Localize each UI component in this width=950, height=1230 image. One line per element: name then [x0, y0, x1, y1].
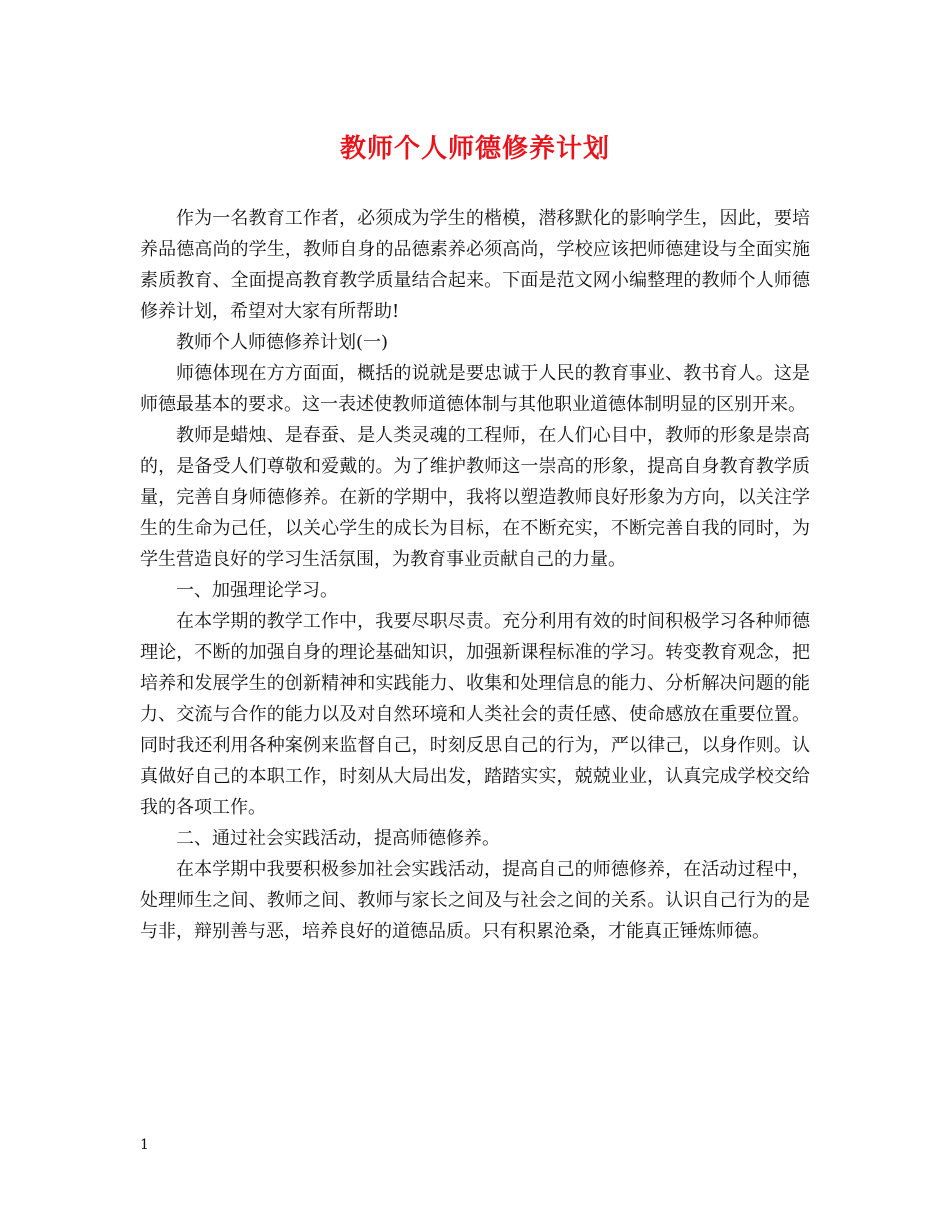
paragraph-teacher-ethics: 师德体现在方方面面，概括的说就是要忠诚于人民的教育事业、教书育人。这是师德最基本的要求。这一表述使教师道德体制与其他职业道德体制明显的区别开来。 [140, 363, 810, 415]
section-heading-social-practice: 二、通过社会实践活动，提高师德修养。 [176, 828, 500, 849]
paragraph-teacher-image: 教师是蜡烛、是春蚕、是人类灵魂的工程师，在人们心目中，教师的形象是崇高的，是备受人们尊敬和爱戴的。为了维护教师这一崇高的形象，提高自身教育教学质量，完善自身师德修养。在新的学期中，我将以塑造教师良好形象为方向，以关注学生的生命为己任，以关心学生的成长为目标，在不断充实，不断完善自我的同时，为学生营造良好的学习生活氛围，为教育事业贡献自己的力量。 [140, 425, 810, 570]
paragraph-theory-study: 在本学期的教学工作中，我要尽职尽责。充分利用有效的时间积极学习各种师德理论，不断的加强自身的理论基础知识，加强新课程标准的学习。转变教育观念，把培养和发展学生的创新精神和实践能力、收集和处理信息的能力、分析解决问题的能力、交流与合作的能力以及对自然环境和人类社会的责任感、使命感放在重要位置。同时我还利用各种案例来监督自己，时刻反思自己的行为，严以律己，以身作则。认真做好自己的本职工作，时刻从大局出发，踏踏实实，兢兢业业，认真完成学校交给我的各项工作。 [140, 611, 810, 818]
section-heading-theory-study: 一、加强理论学习。 [176, 580, 338, 601]
page-number: 1 [140, 1137, 149, 1153]
section-heading-plan-one: 教师个人师德修养计划(一) [176, 332, 389, 353]
paragraph-intro: 作为一名教育工作者，必须成为学生的楷模，潜移默化的影响学生，因此，要培养品德高尚的学生，教师自身的品德素养必须高尚，学校应该把师德建设与全面实施素质教育、全面提高教育教学质量结合起来。下面是范文网小编整理的教师个人师德修养计划，希望对大家有所帮助! [140, 208, 810, 322]
document-body [140, 203, 810, 947]
paragraph-social-practice: 在本学期中我要积极参加社会实践活动，提高自己的师德修养，在活动过程中，处理师生之间、教师之间、教师与家长之间及与社会之间的关系。认识自己行为的是与非，辩别善与恶，培养良好的道德品质。只有积累沧桑，才能真正锤炼师德。 [140, 859, 810, 942]
document-title: 教师个人师德修养计划 [339, 134, 610, 164]
